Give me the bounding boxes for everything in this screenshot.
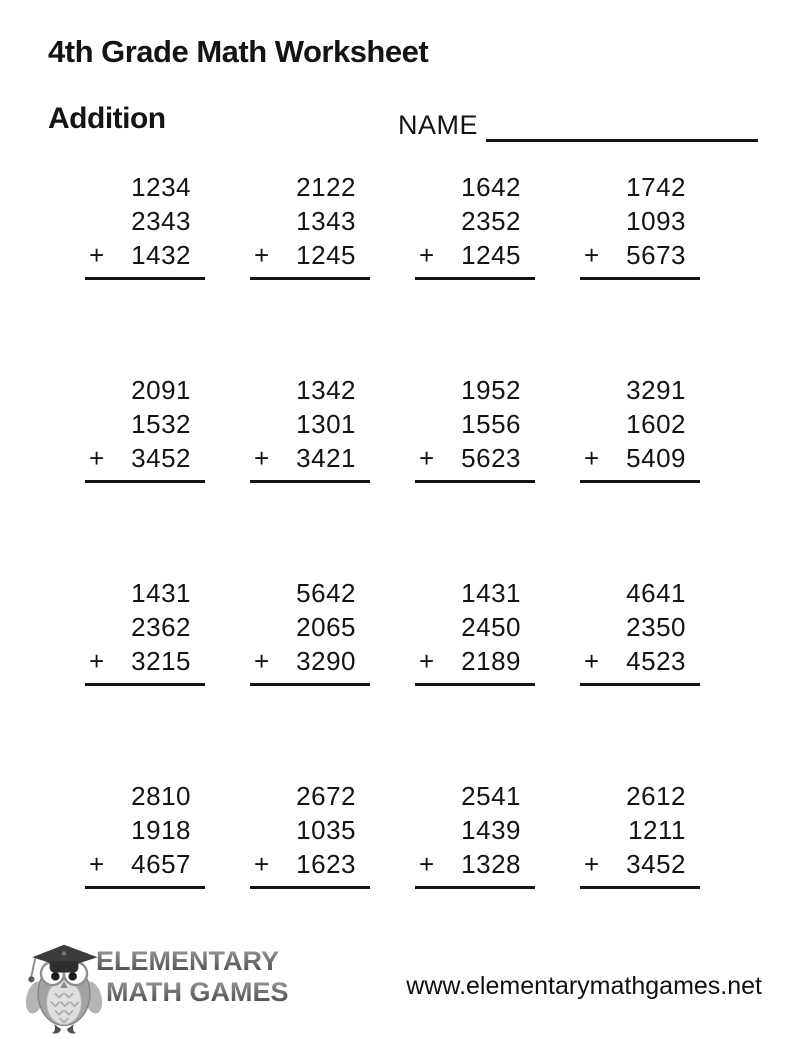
addend-1: 1431: [461, 578, 521, 608]
addend-3: 5623: [461, 443, 521, 473]
addend-3: 3421: [296, 443, 356, 473]
plus-operator: +: [419, 240, 435, 270]
page-title: 4th Grade Math Worksheet: [48, 34, 429, 69]
addition-problem-3: [415, 170, 535, 280]
addend-3: 1623: [296, 849, 356, 879]
addition-problem-11: [415, 576, 535, 686]
plus-operator: +: [254, 443, 270, 473]
answer-line: [85, 277, 205, 280]
logo-line-2: MATH GAMES: [106, 977, 289, 1007]
addend-2: 2362: [131, 612, 191, 642]
plus-operator: +: [89, 849, 105, 879]
addend-3: 5409: [626, 443, 686, 473]
addend-2: 1343: [296, 206, 356, 236]
addend-2: 1439: [461, 815, 521, 845]
addition-problem-10: [250, 576, 370, 686]
addend-1: 2541: [461, 781, 521, 811]
addend-2: 1556: [461, 409, 521, 439]
addend-1: 2612: [626, 781, 686, 811]
answer-line: [250, 277, 370, 280]
addend-1: 2810: [131, 781, 191, 811]
plus-operator: +: [419, 646, 435, 676]
plus-operator: +: [89, 646, 105, 676]
addition-problem-1: [85, 170, 205, 280]
addition-problem-2: [250, 170, 370, 280]
addition-problem-8: [580, 373, 700, 483]
addend-3: 1328: [461, 849, 521, 879]
addition-problem-13: [85, 779, 205, 889]
addend-2: 2343: [131, 206, 191, 236]
answer-line: [580, 480, 700, 483]
addend-3: 1432: [131, 240, 191, 270]
answer-line: [580, 683, 700, 686]
addition-problem-12: [580, 576, 700, 686]
plus-operator: +: [584, 646, 600, 676]
plus-operator: +: [584, 240, 600, 270]
name-label: NAME: [398, 110, 479, 140]
addend-3: 3452: [131, 443, 191, 473]
addend-3: 5673: [626, 240, 686, 270]
website-url: www.elementarymathgames.net: [406, 972, 762, 1000]
addend-3: 2189: [461, 646, 521, 676]
addend-2: 2352: [461, 206, 521, 236]
plus-operator: +: [89, 443, 105, 473]
answer-line: [85, 683, 205, 686]
addend-1: 1342: [296, 375, 356, 405]
answer-line: [580, 886, 700, 889]
answer-line: [250, 480, 370, 483]
logo-line-1: ELEMENTARY: [96, 948, 289, 975]
answer-line: [250, 886, 370, 889]
problems-grid: [85, 170, 700, 889]
answer-line: [85, 886, 205, 889]
addition-problem-6: [250, 373, 370, 483]
logo-wordmark: [96, 948, 289, 1006]
addend-1: 4641: [626, 578, 686, 608]
addend-3: 3215: [131, 646, 191, 676]
addend-3: 1245: [296, 240, 356, 270]
addend-1: 2091: [131, 375, 191, 405]
addition-problem-5: [85, 373, 205, 483]
addend-1: 3291: [626, 375, 686, 405]
addend-1: 1431: [131, 578, 191, 608]
addend-1: 2672: [296, 781, 356, 811]
addend-3: 4523: [626, 646, 686, 676]
plus-operator: +: [419, 849, 435, 879]
plus-operator: +: [254, 240, 270, 270]
addition-problem-9: [85, 576, 205, 686]
addend-1: 1952: [461, 375, 521, 405]
name-field: [398, 108, 758, 142]
answer-line: [250, 683, 370, 686]
addition-problem-7: [415, 373, 535, 483]
addend-1: 1234: [131, 172, 191, 202]
addend-2: 1918: [131, 815, 191, 845]
plus-operator: +: [584, 443, 600, 473]
addend-2: 1093: [626, 206, 686, 236]
addend-1: 1642: [461, 172, 521, 202]
plus-operator: +: [254, 849, 270, 879]
addend-2: 1035: [296, 815, 356, 845]
answer-line: [415, 886, 535, 889]
addend-2: 2450: [461, 612, 521, 642]
answer-line: [415, 277, 535, 280]
answer-line: [85, 480, 205, 483]
plus-operator: +: [419, 443, 435, 473]
addend-2: 1532: [131, 409, 191, 439]
addend-2: 1602: [626, 409, 686, 439]
addition-problem-16: [580, 779, 700, 889]
addend-3: 1245: [461, 240, 521, 270]
addend-1: 5642: [296, 578, 356, 608]
addition-problem-15: [415, 779, 535, 889]
addend-2: 1211: [628, 815, 686, 845]
addend-3: 4657: [131, 849, 191, 879]
plus-operator: +: [584, 849, 600, 879]
answer-line: [580, 277, 700, 280]
addition-problem-4: [580, 170, 700, 280]
plus-operator: +: [89, 240, 105, 270]
addend-1: 1742: [626, 172, 686, 202]
answer-line: [415, 480, 535, 483]
worksheet-topic: Addition: [48, 102, 166, 135]
owl-graduation-cap-icon: [20, 938, 108, 1039]
addend-2: 2350: [626, 612, 686, 642]
addition-problem-14: [250, 779, 370, 889]
addend-3: 3452: [626, 849, 686, 879]
addend-2: 1301: [296, 409, 356, 439]
answer-line: [415, 683, 535, 686]
addend-3: 3290: [296, 646, 356, 676]
addend-1: 2122: [296, 172, 356, 202]
name-blank-line: [486, 108, 758, 142]
addend-2: 2065: [296, 612, 356, 642]
plus-operator: +: [254, 646, 270, 676]
